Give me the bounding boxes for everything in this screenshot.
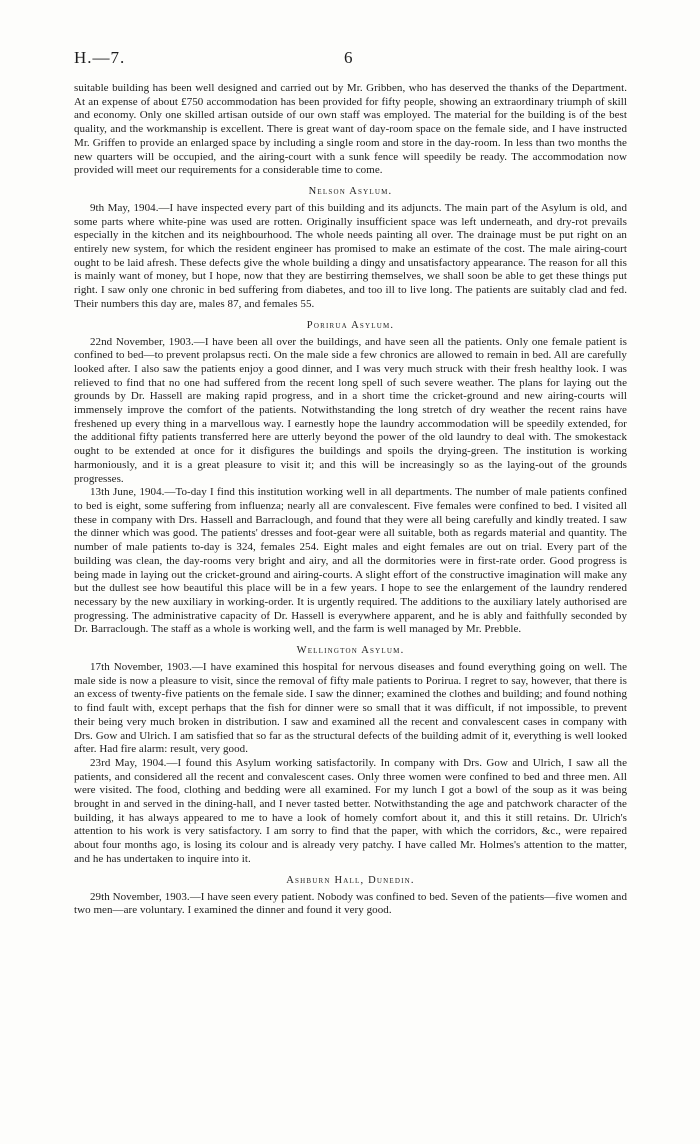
paragraph-ashburn-1: 29th November, 1903.—I have seen every patient. Nobody was confined to bed. Seven of the patients—five women and two men—are voluntary. I examined the dinner and found it very good. bbox=[74, 890, 627, 917]
parliamentary-paper-code: H.—7. bbox=[74, 48, 126, 67]
continued-paragraph: suitable building has been well designed and carried out by Mr. Gribben, who has deserved the thanks of the Department. At an expense of about £750 accommodation has been provided for fifty people, showing an extraordinary triumph of skill and economy. Only one skilled artisan outside of our own staff was employed. The material for the building is of the best quality, and the workmanship is excellent. There is great want of day-room space on the female side, and I have instructed Mr. Griffen to provide an enlarged space by including a single room and store in the day-room. In less than two months the new quarters will be occupied, and the airing-court with a sunk fence will speedily be ready. The accommodation now provided will meet our requirements for a considerable time to come. bbox=[74, 82, 627, 177]
paragraph-wellington-1: 17th November, 1903.—I have examined this hospital for nervous diseases and found everything going on well. The male side is now a pleasure to visit, since the removal of fifty male patients to Porirua. I regret to say, however, that there is an excess of twenty-five patients on the female side. I saw the dinner; examined the clothes and building; and found nothing to find fault with, except perhaps that the fish for dinner were so small that it was difficult, if not impossible, to prevent their being very much broken in distribution. I saw and examined all the recent and convalescent cases in company with Drs. Gow and Ulrich. I am satisfied that so far as the structural defects of the building admit of it, everything is well looked after. Had fire alarm: result, very good. bbox=[74, 661, 627, 756]
section-title-nelson-asylum: Nelson Asylum. bbox=[308, 185, 393, 197]
paragraph-porirua-2: 13th June, 1904.—To-day I find this institution working well in all departments. The number of male patients confined to bed is eight, some suffering from influenza; nearly all are convalescent. Five females were confined to bed. I visited all these in company with Drs. Hassell and Barraclough, and found that they were all being carefully and kindly treated. I saw the dinner which was good. The patients' dresses and foot-gear were all suitable, both as regards material and quantity. The number of male patients to-day is 324, females 254. Eight males and eight females are out on trial. Every part of the building was clean, the day-rooms very bright and airy, and all the dormitories were in first-rate order. Good progress is being made in laying out the cricket-ground and airing-courts. A slight effort of the constructive imagination will make any but the dullest see how beautiful this place will be in a few years. I hope to see the enlargement of the laundry rendered necessary by the new auxiliary in working-order. It is urgently required. The additions to the auxiliary lately authorised are progressing. The administrative capacity of Dr. Hassell is everywhere apparent, and he is ably and faithfully seconded by Dr. Barraclough. The staff as a whole is working well, and the farm is well managed by Mr. Prebble. bbox=[74, 486, 627, 636]
paragraph-nelson-1: 9th May, 1904.—I have inspected every part of this building and its adjuncts. The main part of the Asylum is old, and some parts where white-pine was used are rotten. Originally insufficient space was left underneath, and dry-rot prevails especially in the kitchen and its neighbourhood. The whole needs painting all over. The drainage must be put right on an entirely new system, for which the resident engineer has promised to make an estimate of the cost. The male airing-court ought to be laid afresh. These defects give the whole building a dingy and unsatisfactory appearance. The reason for all this is mainly want of money, but I hope, now that they are bestirring themselves, we shall soon be able to get these things put right. I saw only one chronic in bed suffering from diabetes, and too ill to live long. The patients are suitably clad and fed. Their numbers this day are, males 87, and females 55. bbox=[74, 201, 627, 310]
page-header bbox=[74, 48, 626, 72]
paragraph-wellington-2: 23rd May, 1904.—I found this Asylum working satisfactorily. In company with Drs. Gow and Ulrich, I saw all the patients, and considered all the recent and convalescent cases. Only three women were confined to bed and three men. All were visited. The food, clothing and bedding were all examined. For my lunch I got a bowl of the soup as it was being brought in and served in the dining-hall, and I never tasted better. Notwithstanding the age and patchwork character of the building, it has always appeared to me to have a look of homely comfort about it, and this it still retains. Dr. Ulrich's attention to his work is very satisfactory. I am sorry to find that the paper, with which the corridors, &c., were repaired about four months ago, is losing its colour and is already very patchy. I have called Mr. Holmes's attention to the matter, and he has undertaken to inquire into it. bbox=[74, 756, 627, 865]
document-body bbox=[74, 82, 627, 918]
paragraph-porirua-1: 22nd November, 1903.—I have been all over the buildings, and have seen all the patients. Only one female patient is confined to bed—to prevent prolapsus recti. On the male side a few chronics are allowed to remain in bed. All are carefully looked after. I also saw the patients enjoy a good dinner, and I was very much struck with their fresh healthy look. I was relieved to find that no one had suffered from the recent long spell of such severe weather. The plans for laying out the grounds by Dr. Hassell are making rapid progress, and in a short time the cricket-ground and new airing-courts will immensely improve the comfort of the patients. Notwithstanding the long stretch of dry weather the recent rains have freshened up every thing in a marvellous way. I earnestly hope the laundry accommodation will be speedily extended, for the additional fifty patients transferred here are utterly beyond the power of the old laundry to deal with. The smokestack ought to be extended at once for it disfigures the buildings and spoils the drying-green. The institution is working harmoniously, and it is a great pleasure to visit it; and this will be increasingly so as the laying-out of the grounds progresses. bbox=[74, 335, 627, 485]
section-title-ashburn-hall: Ashburn Hall, Dunedin. bbox=[286, 874, 415, 886]
section-title-wellington-asylum: Wellington Asylum. bbox=[296, 645, 405, 657]
section-title-porirua-asylum: Porirua Asylum. bbox=[306, 319, 395, 331]
page-number: 6 bbox=[344, 48, 353, 67]
